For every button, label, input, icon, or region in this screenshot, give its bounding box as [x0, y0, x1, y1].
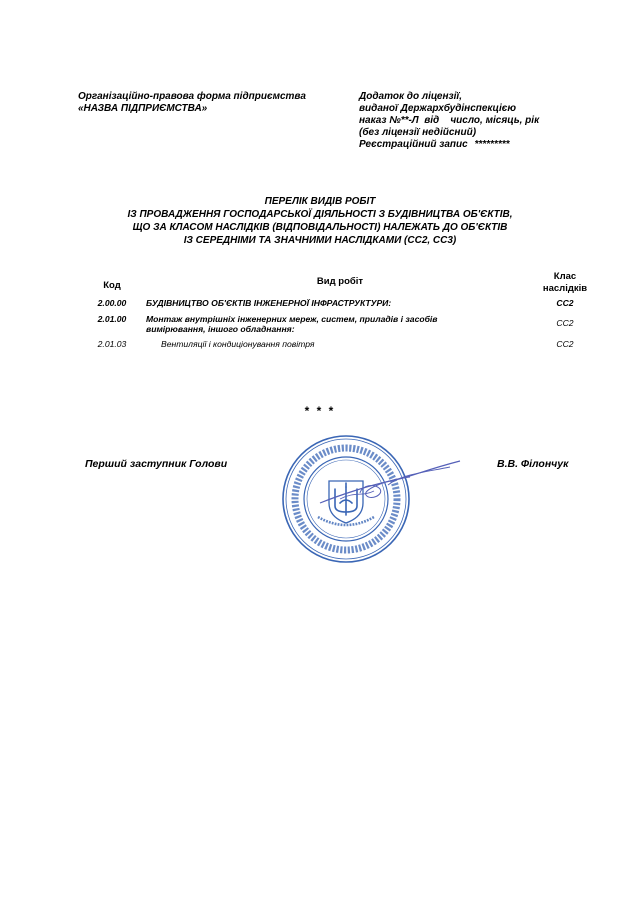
order-number: наказ №**-Л від число, місяць, рік [359, 115, 540, 126]
registration-value: ********* [474, 139, 510, 150]
row-class: СС2 [556, 298, 574, 308]
handwritten-signature [300, 455, 470, 515]
signatory-position: Перший заступник Голови [85, 458, 228, 470]
column-header-code: Код [103, 280, 121, 291]
doc-title-line2: ІЗ ПРОВАДЖЕННЯ ГОСПОДАРСЬКОЇ ДІЯЛЬНОСТІ З БУДІВНИЦТВА ОБ'ЄКТІВ, [127, 209, 513, 220]
row-code: 2.00.00 [97, 298, 127, 308]
company-form-label: Організаційно-правова форма підприємства [78, 91, 306, 102]
row-work: Вентиляції і кондиціонування повітря [161, 339, 315, 349]
issued-by: виданої Держархбудінспекцією [359, 103, 517, 114]
doc-title-line3: ЩО ЗА КЛАСОМ НАСЛІДКІВ (ВІДПОВІДАЛЬНОСТІ) НАЛЕЖАТЬ ДО ОБ'ЄКТІВ [132, 222, 508, 233]
row-work-line1: Монтаж внутрішніх інженерних мереж, систем, приладів і засобів [146, 314, 438, 324]
signatory-name: В.В. Філончук [497, 458, 569, 470]
section-separator: * * * [304, 404, 336, 418]
column-header-class [526, 271, 604, 295]
column-header-class-line1: Клас [553, 271, 577, 282]
row-work-line2: вимірювання, іншого обладнання: [146, 324, 295, 334]
company-name: «НАЗВА ПІДПРИЄМСТВА» [78, 103, 208, 114]
row-class: СС2 [556, 339, 574, 349]
row-class: СС2 [556, 318, 574, 328]
column-header-class-line2: наслідків [542, 283, 588, 294]
registration-label: Реєстраційний запис [359, 139, 468, 150]
doc-title-line1: ПЕРЕЛІК ВИДІВ РОБІТ [264, 196, 376, 207]
row-code: 2.01.00 [97, 314, 127, 324]
column-header-work: Вид робіт [316, 276, 364, 287]
row-code: 2.01.03 [97, 339, 127, 349]
doc-title-line4: ІЗ СЕРЕДНІМИ ТА ЗНАЧНИМИ НАСЛІДКАМИ (СС2, СС3) [183, 235, 457, 246]
row-work: БУДІВНИЦТВО ОБ'ЄКТІВ ІНЖЕНЕРНОЇ ІНФРАСТРУКТУРИ: [146, 298, 392, 308]
appendix-title: Додаток до ліцензії, [359, 91, 462, 102]
registration-record [359, 139, 510, 151]
validity-note: (без ліцензії недійсний) [359, 127, 477, 138]
